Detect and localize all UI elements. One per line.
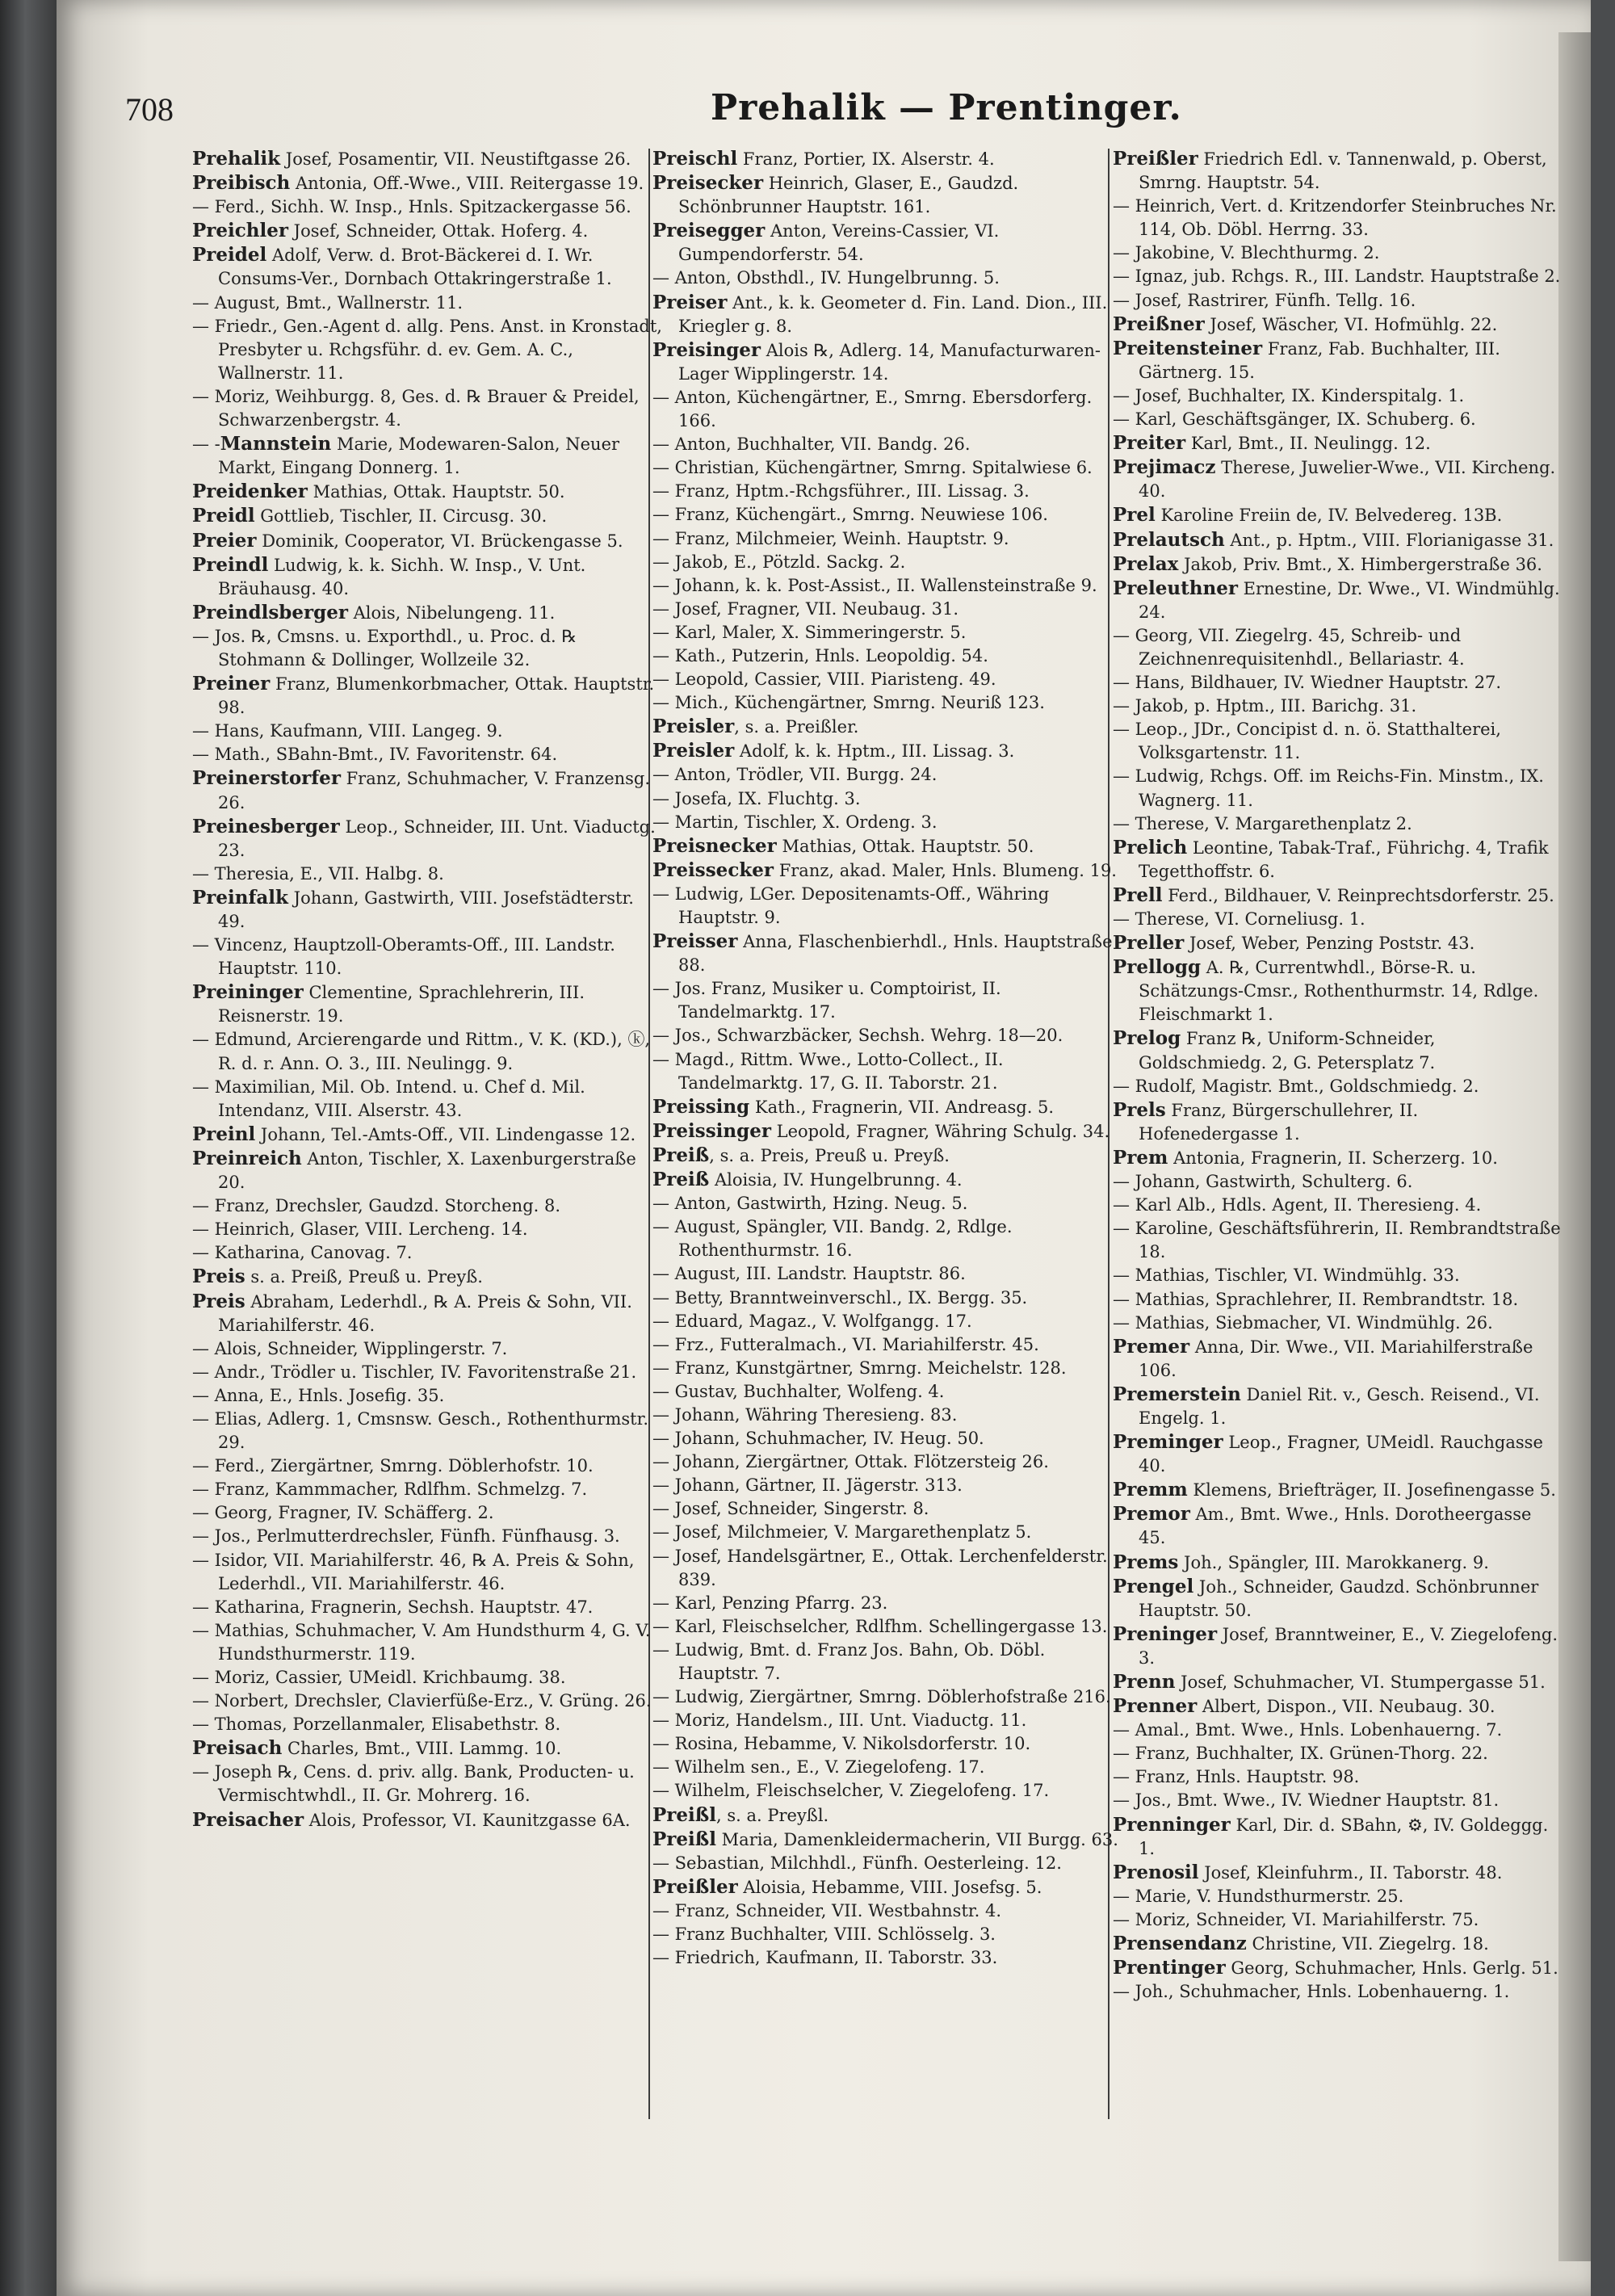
- entry-surname: Preisler: [652, 716, 735, 738]
- entry-surname: Preitensteiner: [1113, 337, 1263, 359]
- entry-surname: Preindl: [192, 553, 269, 576]
- directory-entry: — Leop., JDr., Concipist d. n. ö. Statthalterei, Volksgartenstr. 11.: [1113, 720, 1501, 763]
- entry-surname: Premor: [1113, 1503, 1190, 1526]
- directory-entry: Preisler, s. a. Preißler.: [652, 716, 859, 738]
- directory-entry: — Joh., Schuhmacher, Hnls. Lobenhauerng. 1.: [1113, 1982, 1510, 2002]
- directory-entry: Preiß, s. a. Preis, Preuß u. Preyß.: [652, 1144, 950, 1166]
- directory-entry: — Maximilian, Mil. Ob. Intend. u. Chef d. Mil. Intendanz, VIII. Alserstr. 43.: [192, 1077, 585, 1120]
- directory-entry: Preissinger Leopold, Fragner, Währing Schulg. 34.: [652, 1119, 1110, 1142]
- directory-entry: Preißl, s. a. Preyßl.: [652, 1803, 829, 1826]
- directory-entry: — Karl Alb., Hdls. Agent, II. Theresieng. 4.: [1113, 1195, 1482, 1215]
- directory-entry: Prelax Jakob, Priv. Bmt., X. Himbergerstraße 36.: [1113, 552, 1542, 575]
- directory-entry: — Jakob, p. Hptm., III. Barichg. 31.: [1113, 696, 1417, 716]
- entry-surname: Preidl: [192, 505, 255, 527]
- entry-surname: Prenosil: [1113, 1861, 1199, 1883]
- entry-surname: Preißl: [652, 1803, 716, 1826]
- directory-entry: Preitensteiner Franz, Fab. Buchhalter, III. Gärtnerg. 15.: [1113, 337, 1500, 382]
- directory-entry: Preischl Franz, Portier, IX. Alserstr. 4.: [652, 148, 995, 170]
- entry-surname: Prels: [1113, 1098, 1166, 1121]
- directory-entry: Prels Franz, Bürgerschullehrer, II. Hofenedergasse 1.: [1113, 1098, 1419, 1144]
- directory-entry: — August, Spängler, VII. Bandg. 2, Rdlge. Rothenthurmstr. 16.: [652, 1217, 1013, 1261]
- entry-surname: Prelautsch: [1113, 528, 1225, 551]
- directory-entry: — Johann, Gärtner, II. Jägerstr. 313.: [652, 1475, 963, 1496]
- entry-surname: Prellogg: [1113, 956, 1202, 979]
- directory-entry: — Mathias, Siebmacher, VI. Windmühlg. 26.: [1113, 1312, 1493, 1333]
- directory-entry: — Theresia, E., VII. Halbg. 8.: [192, 863, 444, 884]
- entry-surname: Preininger: [192, 981, 304, 1004]
- entry-surname: Prelog: [1113, 1027, 1181, 1050]
- directory-entry: — Johann, Währing Theresieng. 83.: [652, 1404, 958, 1425]
- directory-entry: Preisegger Anton, Vereins-Cassier, VI. Gumpendorferstr. 54.: [652, 220, 1000, 265]
- directory-entry: — Karoline, Geschäftsführerin, II. Rembrandtstraße 18.: [1113, 1219, 1561, 1262]
- directory-entry: Preller Josef, Weber, Penzing Poststr. 43.: [1113, 932, 1475, 955]
- directory-entry: — Jos., Perlmutterdrechsler, Fünfh. Fünfhausg. 3.: [192, 1526, 620, 1547]
- directory-entry: — Georg, VII. Ziegelrg. 45, Schreib- und Zeichnenrequisitenhdl., Bellariastr. 4.: [1113, 625, 1465, 669]
- directory-entry: Prenosil Josef, Kleinfuhrm., II. Taborstr. 48.: [1113, 1861, 1503, 1883]
- directory-entry: — Ludwig, Rchgs. Off. im Reichs-Fin. Minstm., IX. Wagnerg. 11.: [1113, 766, 1544, 810]
- directory-entry: — Heinrich, Glaser, VIII. Lercheng. 14.: [192, 1219, 528, 1240]
- directory-entry: — Josef, Rastrirer, Fünfh. Tellg. 16.: [1113, 290, 1416, 310]
- entry-surname: Prensendanz: [1113, 1933, 1247, 1955]
- directory-entry: Preissecker Franz, akad. Maler, Hnls. Blumeng. 19.: [652, 858, 1117, 881]
- directory-entry: Prellogg A. ℞, Currentwhdl., Börse-R. u. Schätzungs-Cmsr., Rothenthurmstr. 14, Rdlge. Fleischmarkt 1.: [1113, 956, 1539, 1025]
- directory-entry: — Josef, Schneider, Singerstr. 8.: [652, 1499, 929, 1519]
- directory-entry: — Jos., Bmt. Wwe., IV. Wiedner Hauptstr. 81.: [1113, 1790, 1500, 1811]
- directory-entry: — Christian, Küchengärtner, Smrng. Spitalwiese 6.: [652, 458, 1093, 478]
- entry-surname: Preißler: [1113, 148, 1198, 170]
- directory-entry: Preißler Friedrich Edl. v. Tannenwald, p. Oberst, Smrng. Hauptstr. 54.: [1113, 148, 1547, 193]
- directory-entry: — Jakob, E., Pötzld. Sackg. 2.: [652, 552, 906, 572]
- entry-surname: Prem: [1113, 1146, 1168, 1169]
- directory-entry: — Jos. ℞, Cmsns. u. Exporthdl., u. Proc. d. ℞ Stohmann & Dollinger, Wollzeile 32.: [192, 626, 577, 669]
- entry-surname: Preissing: [652, 1095, 750, 1118]
- directory-column-1: [192, 147, 665, 2126]
- directory-entry: Preisecker Heinrich, Glaser, E., Gaudzd. Schönbrunner Hauptstr. 161.: [652, 172, 1019, 217]
- entry-surname: Preleuthner: [1113, 577, 1238, 599]
- directory-entry: — Jakobine, V. Blechthurmg. 2.: [1113, 243, 1380, 263]
- directory-entry: — Marie, V. Hundsthurmerstr. 25.: [1113, 1886, 1404, 1906]
- entry-surname: Preissinger: [652, 1119, 771, 1142]
- directory-entry: — Leopold, Cassier, VIII. Piaristeng. 49.: [652, 669, 996, 690]
- entry-surname: Mannstein: [220, 433, 332, 455]
- directory-entry: — Hans, Bildhauer, IV. Wiedner Hauptstr. 27.: [1113, 673, 1502, 693]
- directory-entry: — Alois, Schneider, Wipplingerstr. 7.: [192, 1338, 508, 1358]
- directory-entry: — Johann, Schuhmacher, IV. Heug. 50.: [652, 1429, 984, 1449]
- entry-surname: Preissecker: [652, 858, 774, 881]
- entry-surname: Preiß: [652, 1144, 710, 1166]
- entry-surname: Preibisch: [192, 172, 291, 195]
- directory-entry: Preisser Anna, Flaschenbierhdl., Hnls. Hauptstraße 88.: [652, 930, 1113, 976]
- directory-entry: — Karl, Fleischselcher, Rdlfhm. Schellingergasse 13.: [652, 1616, 1108, 1636]
- directory-entry: — Ludwig, Ziergärtner, Smrng. Döblerhofstraße 216.: [652, 1687, 1111, 1707]
- directory-entry: — Katharina, Canovag. 7.: [192, 1243, 413, 1263]
- book-spine: [0, 0, 57, 2296]
- directory-entry: — Friedrich, Kaufmann, II. Taborstr. 33.: [652, 1948, 998, 1968]
- directory-entry: — Betty, Branntweinverschl., IX. Bergg. 35.: [652, 1287, 1028, 1308]
- directory-entry: — Johann, Gastwirth, Schulterg. 6.: [1113, 1172, 1413, 1192]
- directory-entry: Preissing Kath., Fragnerin, VII. Andreasg. 5.: [652, 1095, 1055, 1118]
- directory-entry: — Frz., Futteralmach., VI. Mariahilferstr. 45.: [652, 1334, 1039, 1354]
- entry-surname: Preichler: [192, 220, 288, 242]
- directory-entry: — Friedr., Gen.-Agent d. allg. Pens. Anst. in Kronstadt, Presbyter u. Rchgsführ. d. ev. Gem. A. C., Wallnerstr. 11.: [192, 316, 662, 383]
- directory-entry: — Georg, Fragner, IV. Schäfferg. 2.: [192, 1503, 494, 1523]
- directory-entry: Premor Am., Bmt. Wwe., Hnls. Dorotheergasse 45.: [1113, 1503, 1532, 1548]
- directory-entry: Preis Abraham, Lederhdl., ℞ A. Preis & Sohn, VII. Mariahilferstr. 46.: [192, 1290, 632, 1335]
- directory-entry: Prelich Leontine, Tabak-Traf., Führichg. 4, Trafik Tegetthoffstr. 6.: [1113, 836, 1549, 881]
- directory-entry: — Sebastian, Milchhdl., Fünfh. Oesterleing. 12.: [652, 1853, 1062, 1873]
- directory-entry: — Anna, E., Hnls. Josefig. 35.: [192, 1385, 445, 1405]
- directory-entry: Preisacher Alois, Professor, VI. Kaunitzgasse 6A.: [192, 1808, 631, 1831]
- directory-entry: — Isidor, VII. Mariahilferstr. 46, ℞ A. Preis & Sohn, Lederhdl., VII. Mariahilferstr. 46.: [192, 1550, 635, 1593]
- directory-entry: — Heinrich, Vert. d. Kritzendorfer Steinbruches Nr. 114, Ob. Döbl. Herrng. 33.: [1113, 196, 1557, 240]
- directory-entry: — Edmund, Arcierengarde und Rittm., V. K. (KD.), ⓚ, R. d. r. Ann. O. 3., III. Neulingg. 9.: [192, 1030, 651, 1073]
- entry-surname: Preiter: [1113, 432, 1186, 455]
- entry-surname: Preisegger: [652, 220, 766, 242]
- directory-entry: — Anton, Obsthdl., IV. Hungelbrunng. 5.: [652, 268, 1000, 288]
- directory-entry: — Franz, Hnls. Hauptstr. 98.: [1113, 1767, 1360, 1787]
- directory-entry: Preibisch Antonia, Off.-Wwe., VIII. Reitergasse 19.: [192, 172, 644, 195]
- directory-entry: — Josef, Handelsgärtner, E., Ottak. Lerchenfelderstr. 839.: [652, 1546, 1108, 1589]
- directory-entry: Preinfalk Johann, Gastwirth, VIII. Josefstädterstr. 49.: [192, 886, 634, 931]
- directory-entry: — Amal., Bmt. Wwe., Hnls. Lobenhauerng. 7.: [1113, 1720, 1503, 1740]
- page-number: 708: [125, 91, 174, 128]
- directory-entry: — Ludwig, Bmt. d. Franz Jos. Bahn, Ob. Döbl. Hauptstr. 7.: [652, 1639, 1046, 1683]
- directory-entry: — Josef, Buchhalter, IX. Kinderspitalg. 1.: [1113, 385, 1465, 405]
- directory-column-3: [1113, 147, 1561, 2126]
- entry-surname: Preminger: [1113, 1431, 1223, 1454]
- entry-surname: Preinfalk: [192, 886, 288, 909]
- directory-entry: — Karl, Geschäftsgänger, IX. Schuberg. 6.: [1113, 409, 1476, 430]
- directory-entry: Preiner Franz, Blumenkorbmacher, Ottak. Hauptstr. 98.: [192, 673, 655, 718]
- entry-surname: Prelax: [1113, 552, 1179, 575]
- directory-entry: — Magd., Rittm. Wwe., Lotto-Collect., II. Tandelmarktg. 17, G. II. Taborstr. 21.: [652, 1049, 1004, 1093]
- directory-entry: — Johann, k. k. Post-Assist., II. Wallensteinstraße 9.: [652, 575, 1097, 595]
- directory-column-2: [652, 147, 1125, 2126]
- directory-entry: — Norbert, Drechsler, Clavierfüße-Erz., V. Grüng. 26.: [192, 1691, 652, 1711]
- entry-surname: Prenninger: [1113, 1813, 1231, 1836]
- entry-surname: Preisach: [192, 1737, 283, 1760]
- directory-entry: Preinl Johann, Tel.-Amts-Off., VII. Lindengasse 12.: [192, 1123, 636, 1145]
- directory-entry: Premerstein Daniel Rit. v., Gesch. Reisend., VI. Engelg. 1.: [1113, 1383, 1540, 1428]
- entry-surname: Prell: [1113, 884, 1163, 906]
- directory-entry: — Franz, Hptm.-Rchgsführer., III. Lissag. 3.: [652, 481, 1030, 502]
- directory-entry: Premer Anna, Dir. Wwe., VII. Mariahilferstraße 106.: [1113, 1335, 1533, 1380]
- directory-entry: — Elias, Adlerg. 1, Cmsnsw. Gesch., Rothenthurmstr. 29.: [192, 1408, 649, 1453]
- directory-entry: — Andr., Trödler u. Tischler, IV. Favoritenstraße 21.: [192, 1362, 637, 1382]
- directory-entry: — Franz, Kunstgärtner, Smrng. Meichelstr. 128.: [652, 1358, 1067, 1378]
- entry-surname: Prel: [1113, 504, 1156, 527]
- entry-surname: Preidel: [192, 244, 267, 267]
- entry-surname: Preinreich: [192, 1147, 302, 1169]
- directory-entry: Premm Klemens, Briefträger, II. Josefinengasse 5.: [1113, 1479, 1556, 1501]
- entry-surname: Preis: [192, 1266, 245, 1288]
- directory-entry: — Kath., Putzerin, Hnls. Leopoldig. 54.: [652, 645, 988, 665]
- entry-surname: Premm: [1113, 1479, 1188, 1501]
- entry-surname: Preiß: [652, 1169, 710, 1191]
- directory-entry: Prehalik Josef, Posamentir, VII. Neustiftgasse 26.: [192, 148, 631, 170]
- entry-surname: Preinerstorfer: [192, 767, 341, 790]
- directory-entry: Prelog Franz ℞, Uniform-Schneider, Goldschmiedg. 2, G. Petersplatz 7.: [1113, 1027, 1436, 1072]
- directory-entry: Preis s. a. Preiß, Preuß u. Preyß.: [192, 1266, 483, 1288]
- directory-entry: — Ludwig, LGer. Depositenamts-Off., Währing Hauptstr. 9.: [652, 884, 1050, 927]
- directory-entry: Prenn Josef, Schuhmacher, VI. Stumpergasse 51.: [1113, 1671, 1546, 1693]
- directory-entry: — Moriz, Schneider, VI. Mariahilferstr. 75.: [1113, 1909, 1479, 1929]
- entry-surname: Preier: [192, 529, 257, 552]
- page-edge: [1558, 32, 1591, 2261]
- directory-entry: — Thomas, Porzellanmaler, Elisabethstr. 8.: [192, 1715, 561, 1735]
- entry-surname: Prelich: [1113, 836, 1188, 858]
- directory-entry: — August, III. Landstr. Hauptstr. 86.: [652, 1264, 966, 1284]
- directory-entry: Preisnecker Mathias, Ottak. Hauptstr. 50.: [652, 834, 1034, 857]
- entry-surname: Preis: [192, 1290, 245, 1312]
- entry-surname: Prehalik: [192, 148, 281, 170]
- directory-entry: Preisinger Alois ℞, Adlerg. 14, Manufacturwaren-Lager Wipplingerstr. 14.: [652, 338, 1101, 384]
- entry-surname: Preidenker: [192, 481, 308, 503]
- directory-entry: — Jos., Schwarzbäcker, Sechsh. Wehrg. 18—20.: [652, 1026, 1063, 1046]
- directory-entry: — Josef, Milchmeier, V. Margarethenplatz 5.: [652, 1522, 1032, 1543]
- directory-entry: Prel Karoline Freiin de, IV. Belvedereg. 13B.: [1113, 504, 1503, 527]
- directory-entry: — Franz Buchhalter, VIII. Schlösselg. 3.: [652, 1925, 996, 1945]
- directory-entry: — Anton, Buchhalter, VII. Bandg. 26.: [652, 434, 971, 455]
- entry-surname: Prengel: [1113, 1575, 1194, 1597]
- directory-entry: Preinerstorfer Franz, Schuhmacher, V. Franzensg. 26.: [192, 767, 651, 812]
- entry-surname: Premer: [1113, 1335, 1190, 1358]
- entry-surname: Prems: [1113, 1551, 1179, 1573]
- entry-surname: Preinesberger: [192, 815, 340, 837]
- directory-entry: — Karl, Maler, X. Simmeringerstr. 5.: [652, 622, 967, 642]
- directory-entry: — -Mannstein Marie, Modewaren-Salon, Neuer Markt, Eingang Donnerg. 1.: [192, 433, 620, 478]
- directory-entry: — Franz, Kammmacher, Rdlfhm. Schmelzg. 7.: [192, 1480, 588, 1500]
- directory-entry: — Mathias, Schuhmacher, V. Am Hundsthurm 4, G. V. Hundsthurmerstr. 119.: [192, 1620, 651, 1664]
- directory-entry: — Franz, Drechsler, Gaudzd. Storcheng. 8.: [192, 1196, 561, 1216]
- directory-entry: — Vincenz, Hauptzoll-Oberamts-Off., III. Landstr. Hauptstr. 110.: [192, 935, 615, 979]
- directory-entry: — Mathias, Tischler, VI. Windmühlg. 33.: [1113, 1266, 1460, 1286]
- directory-entry: — Eduard, Magaz., V. Wolfgangg. 17.: [652, 1311, 972, 1331]
- directory-entry: — Wilhelm sen., E., V. Ziegelofeng. 17.: [652, 1757, 985, 1778]
- directory-entry: Prejimacz Therese, Juwelier-Wwe., VII. Kircheng. 40.: [1113, 456, 1556, 502]
- directory-entry: — Moriz, Cassier, UMeidl. Krichbaumg. 38.: [192, 1668, 566, 1687]
- directory-entry: — Katharina, Fragnerin, Sechsh. Hauptstr. 47.: [192, 1597, 594, 1617]
- directory-entry: — August, Bmt., Wallnerstr. 11.: [192, 292, 464, 313]
- entry-surname: Preninger: [1113, 1622, 1218, 1645]
- entry-surname: Prejimacz: [1113, 456, 1216, 479]
- directory-entry: Preininger Clementine, Sprachlehrerin, III. Reisnerstr. 19.: [192, 981, 585, 1026]
- directory-entry: — Franz, Schneider, VII. Westbahnstr. 4.: [652, 1900, 1002, 1920]
- directory-entry: — Martin, Tischler, X. Ordeng. 3.: [652, 812, 938, 832]
- directory-entry: — Rudolf, Magistr. Bmt., Goldschmiedg. 2.: [1113, 1076, 1479, 1096]
- directory-entry: — Wilhelm, Fleischselcher, V. Ziegelofeng. 17.: [652, 1781, 1050, 1801]
- directory-entry: — Franz, Küchengärt., Smrng. Neuwiese 106.: [652, 505, 1048, 525]
- directory-entry: Preidl Gottlieb, Tischler, II. Circusg. 30.: [192, 505, 547, 527]
- directory-entry: Preleuthner Ernestine, Dr. Wwe., VI. Windmühlg. 24.: [1113, 577, 1560, 622]
- directory-entry: Preier Dominik, Cooperator, VI. Brückengasse 5.: [192, 529, 623, 552]
- directory-entry: — Moriz, Handelsm., III. Unt. Viaductg. 11.: [652, 1710, 1027, 1731]
- directory-entry: Preidenker Mathias, Ottak. Hauptstr. 50.: [192, 481, 565, 503]
- entry-surname: Preißl: [652, 1828, 716, 1850]
- entry-surname: Preiser: [652, 291, 728, 313]
- directory-entry: Preisach Charles, Bmt., VIII. Lammg. 10.: [192, 1737, 562, 1760]
- entry-surname: Prenn: [1113, 1671, 1176, 1693]
- directory-entry: Preißl Maria, Damenkleidermacherin, VII Burgg. 63.: [652, 1828, 1118, 1850]
- directory-entry: — Anton, Trödler, VII. Burgg. 24.: [652, 765, 938, 785]
- directory-entry: Prelautsch Ant., p. Hptm., VIII. Florianigasse 31.: [1113, 528, 1554, 551]
- directory-entry: Preiser Ant., k. k. Geometer d. Fin. Land. Dion., III. Kriegler g. 8.: [652, 291, 1108, 336]
- directory-entry: Preindl Ludwig, k. k. Sichh. W. Insp., V. Unt. Bräuhausg. 40.: [192, 553, 586, 598]
- entry-surname: Preischl: [652, 148, 738, 170]
- entry-surname: Preisnecker: [652, 834, 777, 857]
- directory-entry: Prentinger Georg, Schuhmacher, Hnls. Gerlg. 51.: [1113, 1957, 1558, 1979]
- directory-entry: Prensendanz Christine, VII. Ziegelrg. 18.: [1113, 1933, 1489, 1955]
- directory-entry: Preminger Leop., Fragner, UMeidl. Rauchgasse 40.: [1113, 1431, 1543, 1476]
- directory-entry: — Anton, Gastwirth, Hzing. Neug. 5.: [652, 1194, 968, 1214]
- directory-entry: Preidel Adolf, Verw. d. Brot-Bäckerei d. I. Wr. Consums-Ver., Dornbach Ottakringerstraße 1.: [192, 244, 612, 289]
- entry-surname: Preißler: [652, 1875, 738, 1898]
- directory-entry: — Franz, Milchmeier, Weinh. Hauptstr. 9.: [652, 528, 1009, 548]
- directory-entry: Preinesberger Leop., Schneider, III. Unt. Viaductg. 23.: [192, 815, 656, 860]
- directory-entry: Prenner Albert, Dispon., VII. Neubaug. 30.: [1113, 1695, 1495, 1718]
- directory-entry: — Josef, Fragner, VII. Neubaug. 31.: [652, 598, 959, 619]
- directory-entry: — Rosina, Hebamme, V. Nikolsdorferstr. 10.: [652, 1734, 1031, 1754]
- directory-entry: Preisler Adolf, k. k. Hptm., III. Lissag. 3.: [652, 740, 1015, 762]
- directory-entry: — Joseph ℞, Cens. d. priv. allg. Bank, Producten- u. Vermischtwhdl., II. Gr. Mohrerg. 16.: [192, 1762, 635, 1806]
- directory-entry: — Gustav, Buchhalter, Wolfeng. 4.: [652, 1381, 945, 1401]
- directory-entry: Prems Joh., Spängler, III. Marokkanerg. 9.: [1113, 1551, 1489, 1573]
- entry-surname: Preisler: [652, 740, 735, 762]
- directory-entry: — Anton, Küchengärtner, E., Smrng. Ebersdorferg. 166.: [652, 387, 1093, 431]
- entry-surname: Preißner: [1113, 313, 1205, 335]
- directory-entry: — Karl, Penzing Pfarrg. 23.: [652, 1593, 888, 1613]
- entry-surname: Preindlsberger: [192, 601, 348, 623]
- directory-entry: Prengel Joh., Schneider, Gaudzd. Schönbrunner Hauptstr. 50.: [1113, 1575, 1539, 1620]
- directory-entry: — Jos. Franz, Musiker u. Comptoirist, II. Tandelmarktg. 17.: [652, 979, 1001, 1022]
- entry-surname: Preinl: [192, 1123, 256, 1145]
- directory-entry: Preindlsberger Alois, Nibelungeng. 11.: [192, 601, 556, 623]
- directory-entry: — Moriz, Weihburgg. 8, Ges. d. ℞ Brauer & Preidel, Schwarzenbergstr. 4.: [192, 386, 640, 430]
- directory-entry: — Ignaz, jub. Rchgs. R., III. Landstr. Hauptstraße 2.: [1113, 267, 1561, 287]
- entry-surname: Prentinger: [1113, 1957, 1226, 1979]
- entry-surname: Preisacher: [192, 1808, 304, 1831]
- directory-entry: — Therese, V. Margarethenplatz 2.: [1113, 813, 1412, 833]
- entry-surname: Preiner: [192, 673, 271, 695]
- directory-entry: — Ferd., Sichh. W. Insp., Hnls. Spitzackergasse 56.: [192, 197, 631, 217]
- directory-entry: Preichler Josef, Schneider, Ottak. Hoferg. 4.: [192, 220, 589, 242]
- directory-entry: Preiter Karl, Bmt., II. Neulingg. 12.: [1113, 432, 1431, 455]
- page-title: Prehalik — Prentinger.: [711, 87, 1182, 128]
- directory-entry: — Mich., Küchengärtner, Smrng. Neuriß 123.: [652, 693, 1045, 713]
- entry-surname: Preisecker: [652, 172, 764, 195]
- directory-entry: — Hans, Kaufmann, VIII. Langeg. 9.: [192, 721, 503, 741]
- entry-surname: Preisinger: [652, 338, 761, 361]
- directory-entry: Preninger Josef, Branntweiner, E., V. Ziegelofeng. 3.: [1113, 1622, 1558, 1668]
- entry-surname: Premerstein: [1113, 1383, 1241, 1405]
- directory-entry: Prell Ferd., Bildhauer, V. Reinprechtsdorferstr. 25.: [1113, 884, 1554, 906]
- directory-entry: — Math., SBahn-Bmt., IV. Favoritenstr. 64.: [192, 745, 558, 765]
- directory-entry: — Franz, Buchhalter, IX. Grünen-Thorg. 22.: [1113, 1744, 1488, 1764]
- directory-entry: Prem Antonia, Fragnerin, II. Scherzerg. 10.: [1113, 1146, 1498, 1169]
- directory-entry: Preißler Aloisia, Hebamme, VIII. Josefsg. 5.: [652, 1875, 1042, 1898]
- directory-entry: Preiß Aloisia, IV. Hungelbrunng. 4.: [652, 1169, 963, 1191]
- directory-entry: Preißner Josef, Wäscher, VI. Hofmühlg. 22.: [1113, 313, 1498, 335]
- directory-entry: Preinreich Anton, Tischler, X. Laxenburgerstraße 20.: [192, 1147, 636, 1193]
- entry-surname: Preisser: [652, 930, 738, 953]
- directory-entry: — Mathias, Sprachlehrer, II. Rembrandtstr. 18.: [1113, 1289, 1519, 1309]
- entry-surname: Preller: [1113, 932, 1185, 955]
- entry-surname: Prenner: [1113, 1695, 1198, 1718]
- directory-entry: — Johann, Ziergärtner, Ottak. Flötzersteig 26.: [652, 1452, 1049, 1472]
- directory-entry: Prenninger Karl, Dir. d. SBahn, ⚙, IV. Goldeggg. 1.: [1113, 1813, 1549, 1858]
- directory-entry: — Therese, VI. Corneliusg. 1.: [1113, 909, 1365, 929]
- directory-entry: — Ferd., Ziergärtner, Smrng. Döblerhofstr. 10.: [192, 1456, 594, 1476]
- directory-entry: — Josefa, IX. Fluchtg. 3.: [652, 788, 861, 808]
